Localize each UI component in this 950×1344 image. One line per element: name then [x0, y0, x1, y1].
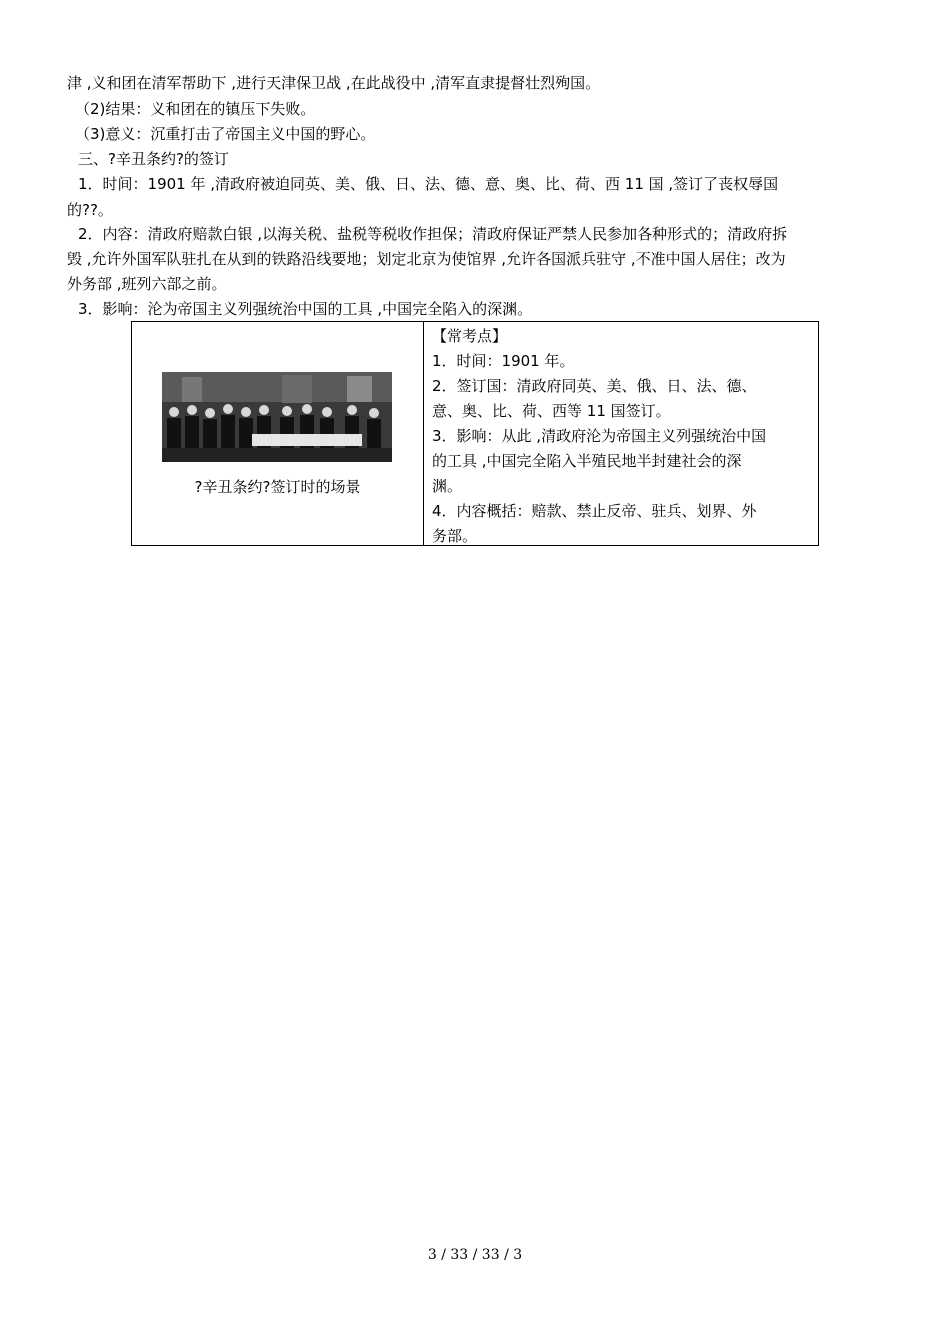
body-line: （3)意义：沉重打击了帝国主义中国的野心。: [75, 125, 376, 143]
body-line: 1．时间：1901 年 ,清政府被迫同英、美、俄、日、法、德、意、奥、比、荷、西 11 国 ,签订了丧权辱国: [78, 175, 779, 193]
treaty-signing-photo: [162, 372, 392, 462]
key-points-cell: [424, 322, 818, 545]
body-line: 2．内容：清政府赔款白银 ,以海关税、盐税等税收作担保；清政府保证严禁人民参加各种形式的；清政府拆: [78, 225, 788, 243]
key-point-line: 1．时间：1901 年。: [432, 352, 575, 370]
body-line: 外务部 ,班列六部之前。: [67, 275, 227, 293]
key-point-line: 意、奥、比、荷、西等 11 国签订。: [432, 402, 671, 420]
key-point-line: 的工具 ,中国完全陷入半殖民地半封建社会的深: [432, 452, 742, 470]
key-point-line: 3．影响：从此 ,清政府沦为帝国主义列强统治中国: [432, 427, 767, 445]
info-table: [131, 321, 819, 546]
key-point-line: 渊。: [432, 477, 463, 495]
body-line: 3．影响：沦为帝国主义列强统治中国的工具 ,中国完全陷入的深渊。: [78, 300, 533, 318]
photo-cell: [132, 322, 424, 545]
key-points-title: 【常考点】: [432, 327, 508, 345]
key-point-line: 2．签订国：清政府同英、美、俄、日、法、德、: [432, 377, 757, 395]
section-heading: 三、?辛丑条约?的签订: [78, 150, 229, 168]
body-line: 津 ,义和团在清军帮助下 ,进行天津保卫战 ,在此战役中 ,清军直隶提督壮烈殉国。: [67, 74, 601, 92]
photo-caption: ?辛丑条约?签订时的场景: [194, 478, 361, 496]
body-line: 的??。: [67, 201, 113, 219]
key-point-line: 务部。: [432, 527, 478, 545]
body-line: （2)结果：义和团在的镇压下失败。: [75, 100, 316, 118]
body-line: 毁 ,允许外国军队驻扎在从到的铁路沿线要地；划定北京为使馆界 ,允许各国派兵驻守 ,不准中国人居住；改为: [67, 250, 786, 268]
page-number: 3 / 33 / 33 / 3: [427, 1247, 523, 1263]
key-point-line: 4．内容概括：赔款、禁止反帝、驻兵、划界、外: [432, 502, 757, 520]
